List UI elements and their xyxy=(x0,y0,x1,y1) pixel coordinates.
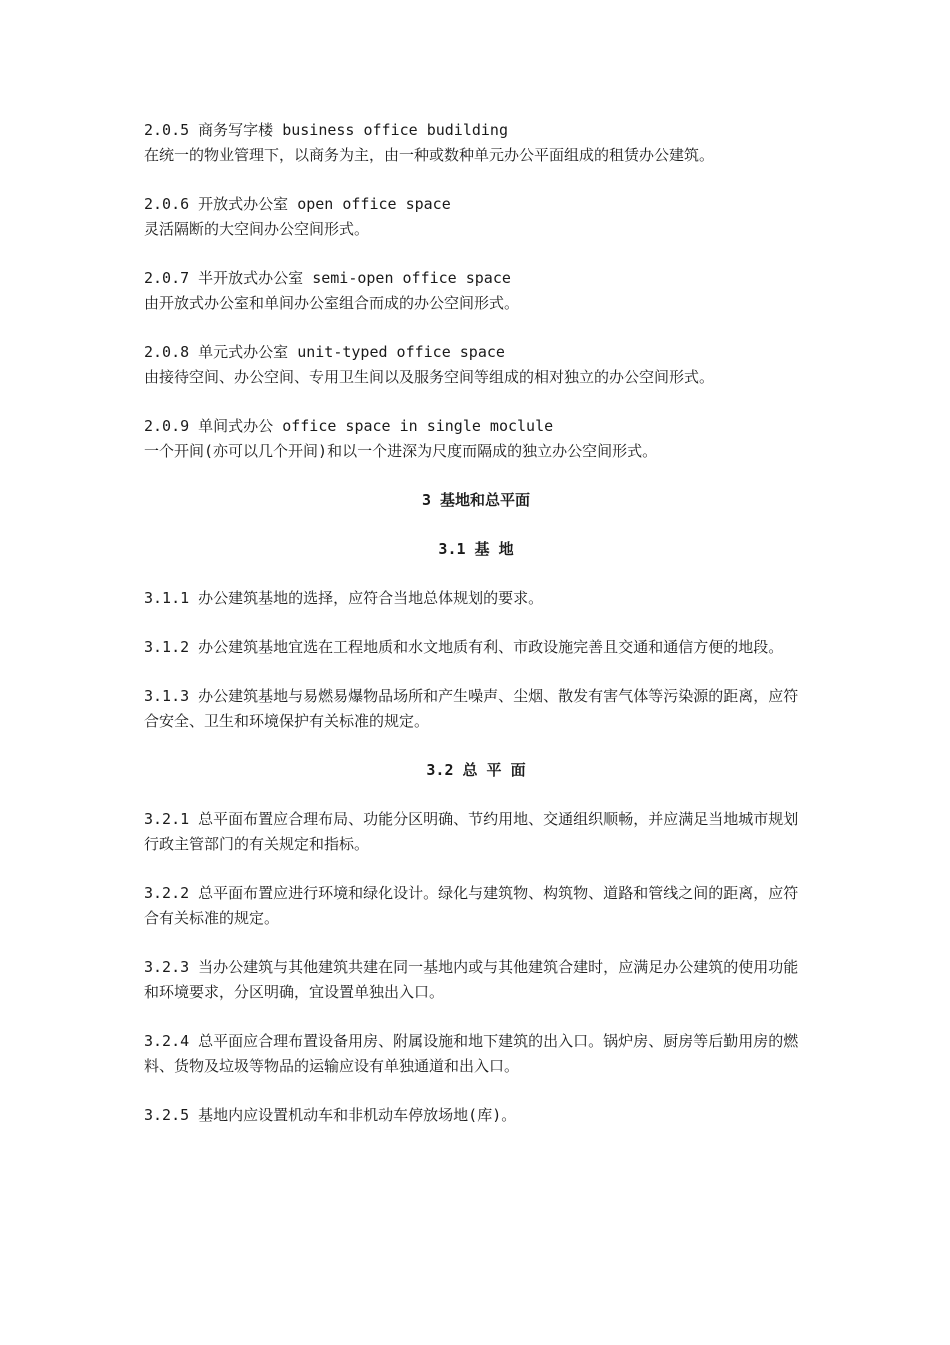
term-2-0-8 xyxy=(144,340,808,390)
document-page xyxy=(144,118,808,1152)
clause-3-1-2: 3.1.2 办公建筑基地宜选在工程地质和水文地质有利、市政设施完善且交通和通信方便的地段。 xyxy=(144,638,784,656)
term-definition: 一个开间(亦可以几个开间)和以一个进深为尺度而隔成的独立办公空间形式。 xyxy=(144,442,658,460)
term-title: 2.0.9 单间式办公 office space in single moclule xyxy=(144,417,554,435)
term-2-0-7 xyxy=(144,266,808,316)
term-2-0-5 xyxy=(144,118,808,168)
term-title: 2.0.8 单元式办公室 unit-typed office space xyxy=(144,343,505,361)
clause-3-2-1: 3.2.1 总平面布置应合理布局、功能分区明确、节约用地、交通组织顺畅，并应满足当地城市规划行政主管部门的有关规定和指标。 xyxy=(144,810,799,853)
term-2-0-6 xyxy=(144,192,808,242)
clause-3-2-2: 3.2.2 总平面布置应进行环境和绿化设计。绿化与建筑物、构筑物、道路和管线之间的距离，应符合有关标准的规定。 xyxy=(144,884,799,927)
term-definition: 由接待空间、办公空间、专用卫生间以及服务空间等组成的相对独立的办公空间形式。 xyxy=(144,368,715,386)
term-title: 2.0.7 半开放式办公室 semi-open office space xyxy=(144,269,511,287)
clause-3-2-5: 3.2.5 基地内应设置机动车和非机动车停放场地(库)。 xyxy=(144,1106,517,1124)
term-2-0-9 xyxy=(144,414,808,464)
section-heading-3-1: 3.1 基 地 xyxy=(438,540,514,558)
term-definition: 在统一的物业管理下，以商务为主，由一种或数种单元办公平面组成的租赁办公建筑。 xyxy=(144,146,715,164)
chapter-heading: 3 基地和总平面 xyxy=(421,491,531,509)
clause-3-2-4: 3.2.4 总平面应合理布置设备用房、附属设施和地下建筑的出入口。锅炉房、厨房等后勤用房的燃料、货物及垃圾等物品的运输应设有单独通道和出入口。 xyxy=(144,1032,799,1075)
clause-3-2-3: 3.2.3 当办公建筑与其他建筑共建在同一基地内或与其他建筑合建时，应满足办公建筑的使用功能和环境要求，分区明确，宜设置单独出入口。 xyxy=(144,958,799,1001)
term-definition: 灵活隔断的大空间办公空间形式。 xyxy=(144,220,370,238)
term-title: 2.0.6 开放式办公室 open office space xyxy=(144,195,451,213)
clause-3-1-3: 3.1.3 办公建筑基地与易燃易爆物品场所和产生噪声、尘烟、散发有害气体等污染源的距离，应符合安全、卫生和环境保护有关标准的规定。 xyxy=(144,687,799,730)
clause-3-1-1: 3.1.1 办公建筑基地的选择，应符合当地总体规划的要求。 xyxy=(144,589,544,607)
term-title: 2.0.5 商务写字楼 business office budilding xyxy=(144,121,508,139)
term-definition: 由开放式办公室和单间办公室组合而成的办公空间形式。 xyxy=(144,294,520,312)
section-heading-3-2: 3.2 总 平 面 xyxy=(426,761,526,779)
